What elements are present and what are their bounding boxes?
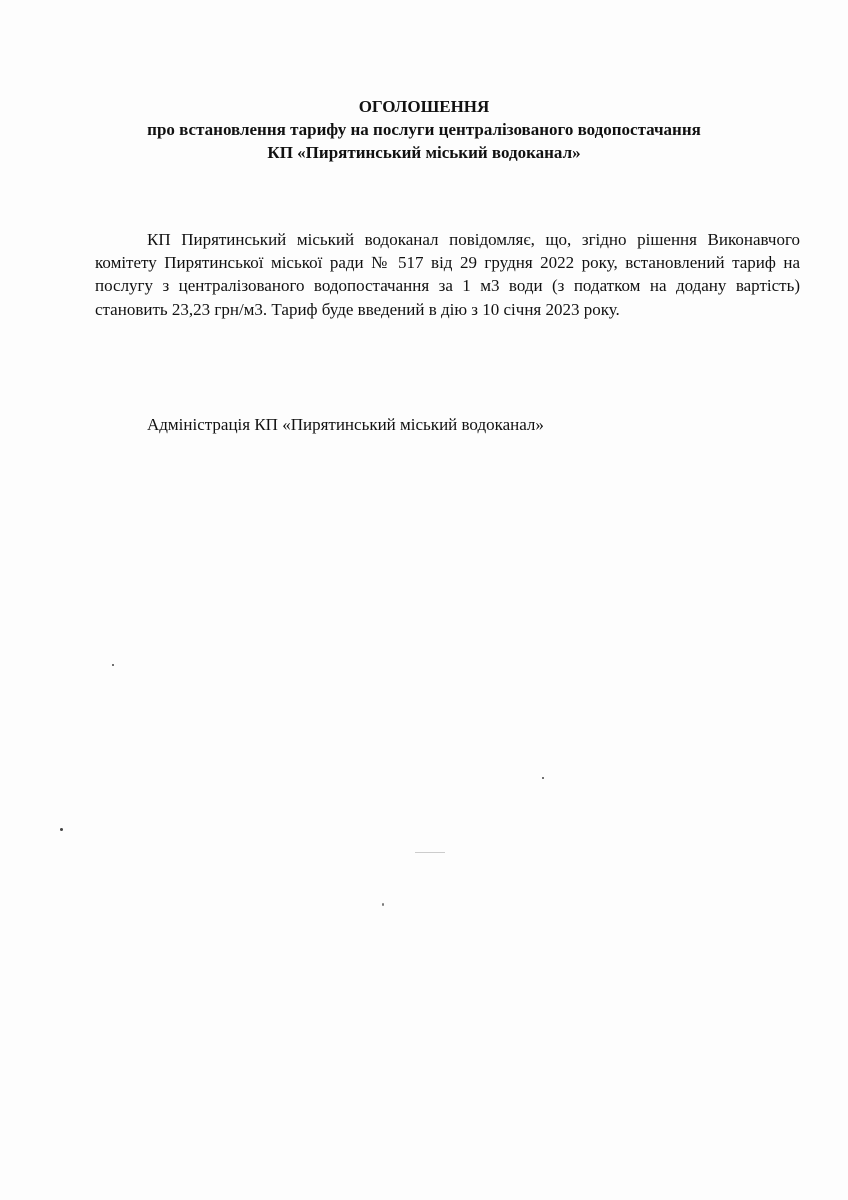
scan-speck bbox=[382, 903, 384, 906]
scan-mark bbox=[415, 852, 445, 853]
scan-speck bbox=[542, 777, 544, 779]
signature-line: Адміністрація КП «Пирятинський міський водоканал» bbox=[147, 415, 544, 434]
document-title: ОГОЛОШЕННЯ bbox=[358, 97, 490, 116]
document-subtitle-line1: про встановлення тарифу на послуги централізованого водопостачання bbox=[147, 120, 701, 139]
document-subtitle-line2: КП «Пирятинський міський водоканал» bbox=[267, 143, 581, 162]
scan-speck bbox=[112, 664, 114, 666]
scan-speck bbox=[60, 828, 63, 831]
announcement-body: КП Пирятинський міський водоканал повідомляє, що, згідно рішення Виконавчого комітету Пирятинської міської ради № 517 від 29 грудня 2022 року, встановлений тариф на послугу з централізованого водопостачання за 1 м3 води (з податком на додану вартість) становить 23,23 грн/м3. Тариф буде введений в дію з 10 січня 2023 року. bbox=[95, 230, 800, 319]
